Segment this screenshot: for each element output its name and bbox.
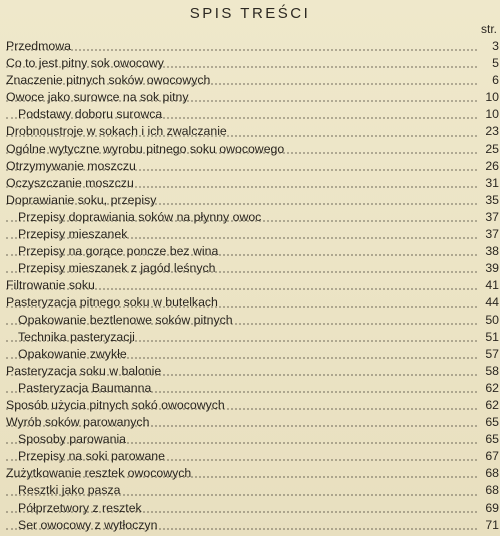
toc-entry-page: 65 (485, 432, 499, 447)
toc-entry-page: 68 (485, 483, 499, 498)
toc-entry-title: Przedmowa (6, 39, 71, 53)
toc-entry-page: 31 (485, 175, 499, 190)
toc-entry-page: 6 (492, 73, 499, 88)
toc-entry-title: Sposoby parowania (18, 432, 127, 447)
toc-entry (6, 243, 499, 260)
toc-entry-title: Przepisy doprawiania soków na płynny owoc (18, 209, 262, 224)
toc-entry (6, 141, 499, 158)
toc-entry-title: Resztki jako pasza (18, 483, 121, 498)
toc-entry-title: Znaczenie pitnych soków owocowych (6, 73, 211, 88)
toc-entry (6, 158, 499, 175)
toc-entry-page: 65 (485, 415, 499, 430)
toc-entry (6, 465, 499, 482)
toc-entry-page: 38 (485, 244, 499, 259)
toc-entry (6, 260, 499, 277)
toc-entry-page: 62 (485, 397, 499, 412)
toc-entry-title: Otrzymywanie moszczu (6, 158, 136, 173)
toc-entry-page: 23 (485, 124, 499, 139)
toc-entry-title: Oczyszczanie moszczu (6, 175, 134, 190)
toc-entry-title: Co to jest pitny sok owocowy (6, 56, 164, 71)
toc-entry (6, 431, 499, 448)
toc-entry-page: 37 (485, 227, 499, 242)
toc-entry (6, 55, 499, 72)
toc-entry (6, 209, 499, 226)
toc-entry (6, 294, 499, 311)
toc-entry-title: Pasteryzacja Baumanna (18, 380, 152, 395)
toc-entry-title: Podstawy doboru surowca (18, 107, 163, 122)
toc-entry (6, 72, 499, 89)
toc-entry-page: 57 (485, 346, 499, 361)
toc-entry-page: 5 (492, 56, 499, 71)
dot-leader (6, 49, 477, 51)
page-title: SPIS TREŚCI (189, 5, 311, 22)
toc-entry-title: Technika pasteryzacji (18, 329, 135, 344)
toc-entry (6, 346, 499, 363)
toc-entry (6, 175, 499, 192)
toc-entry (6, 106, 499, 123)
toc-entry-page: 50 (485, 312, 499, 327)
page-column-label: str. (480, 22, 497, 36)
toc-entry-page: 69 (485, 500, 499, 515)
toc-entry-page: 41 (485, 278, 499, 293)
toc-entry (6, 192, 499, 209)
toc-entry-page: 44 (485, 295, 499, 310)
toc-entry (6, 500, 499, 517)
toc-entry-title: Filtrowanie soku (6, 278, 95, 293)
toc-entry-page: 71 (485, 517, 499, 532)
toc-entry-page: 37 (485, 209, 499, 224)
toc-entry-page: 3 (492, 39, 499, 53)
toc-entry (6, 363, 499, 380)
toc-entry-title: Przepisy mieszanek (18, 227, 128, 242)
toc-entry (6, 517, 499, 534)
toc-entry (6, 89, 499, 106)
toc-entry-title: Półprzetwory z resztek (18, 500, 142, 515)
toc-entry-title: Owoce jako surowce na sok pitny (6, 90, 189, 105)
toc-entry-page: 62 (485, 380, 499, 395)
toc-entry-title: Ogólne wytyczne wyrobu pitnego soku owocowego (6, 141, 285, 156)
toc-entry-title: Pasteryzacja pitnego soku w butelkach (6, 295, 218, 310)
toc-entry-page: 25 (485, 141, 499, 156)
toc-entry-title: Drobnoustroje w sokach i ich zwalczanie (6, 124, 227, 139)
toc-entry (6, 414, 499, 431)
toc-entry (6, 226, 499, 243)
toc-entry (6, 329, 499, 346)
toc-entry (6, 123, 499, 140)
toc-entry-page: 39 (485, 261, 499, 276)
table-of-contents (6, 38, 499, 534)
toc-entry-page: 26 (485, 158, 499, 173)
toc-entry-title: Zużytkowanie resztek owocowych (6, 466, 192, 481)
toc-entry-title: Sposób użycia pitnych sokó owocowych (6, 397, 225, 412)
toc-entry-title: Opakowanie zwykłe (18, 346, 127, 361)
toc-entry-title: Ser owocowy z wytłoczyn (18, 517, 158, 532)
toc-entry-page: 67 (485, 449, 499, 464)
toc-entry-page: 58 (485, 363, 499, 378)
toc-entry-title: Doprawianie soku, przepisy (6, 192, 157, 207)
toc-entry-title: Przepisy na gorące poncze bez wina (18, 244, 219, 259)
toc-entry-title: Przepisy mieszanek z jagód leśnych (18, 261, 216, 276)
toc-entry (6, 397, 499, 414)
toc-entry-title: Opakowanie beztlenowe soków pitnych (18, 312, 233, 327)
toc-entry (6, 380, 499, 397)
toc-entry-page: 10 (485, 90, 499, 105)
toc-entry (6, 448, 499, 465)
toc-entry-title: Przepisy na soki parowane (18, 449, 165, 464)
toc-entry (6, 482, 499, 499)
toc-entry (6, 277, 499, 294)
toc-entry (6, 312, 499, 329)
toc-entry-page: 35 (485, 192, 499, 207)
toc-entry-page: 68 (485, 466, 499, 481)
toc-entry-title: Wyrób soków parowanych (6, 415, 150, 430)
toc-entry-page: 10 (485, 107, 499, 122)
toc-entry-page: 51 (485, 329, 499, 344)
toc-entry (6, 38, 499, 55)
toc-entry-title: Pasteryzacja soku w balonie (6, 363, 162, 378)
